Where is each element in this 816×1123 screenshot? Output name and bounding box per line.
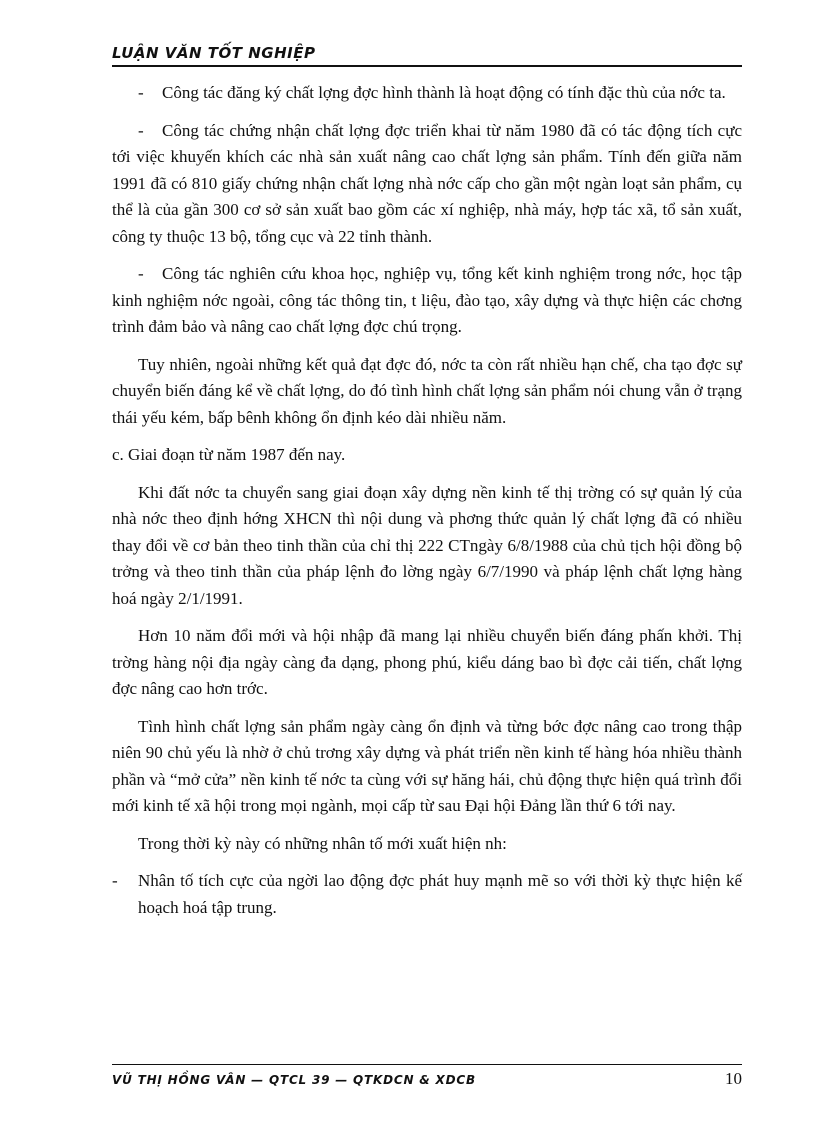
bullet-dash: - [138,264,144,283]
bullet-dash: - [138,83,144,102]
footer-author: VŨ THỊ HỒNG VÂN — QTCL 39 — QTKDCN & XDCB [112,1073,476,1087]
page-header [112,44,742,67]
paragraph: Khi đất nớc ta chuyển sang giai đoạn xây dựng nền kinh tế thị trờng có sự quản lý của nhà nớc theo định hớng XHCN thì nội dung và phơng thức quản lý chất lợng đã có nhiều thay đổi về cơ bản theo tinh thần của chỉ thị 222 CTngày 6/8/1988 của chủ tịch hội đồng bộ trởng và theo tinh thần của pháp lệnh đo lờng ngày 6/7/1990 và pháp lệnh chất lợng hàng hoá ngày 2/1/1991. [112,482,742,608]
bullet-item [112,868,742,921]
bullet-text: Công tác chứng nhận chất lợng đợc triển khai từ năm 1980 đã có tác động tích cực tới việc khuyến khích các nhà sản xuất nâng cao chất lợng sản phẩm. Tính đến giữa năm 1991 đã có 810 giấy chứng nhận chất lợng nhà nớc cấp cho gần một ngàn loạt sản phẩm, cụ thể là của gần 300 cơ sở sản xuất bao gồm các xí nghiệp, nhà máy, hợp tác xã, tổ sản xuất, công ty thuộc 13 bộ, tổng cục và 22 tỉnh thành. [112,120,742,246]
paragraph: Hơn 10 năm đổi mới và hội nhập đã mang lại nhiều chuyển biến đáng phấn khởi. Thị trờng hàng nội địa ngày càng đa dạng, phong phú, kiểu dáng bao bì đợc cải tiến, chất lợng đợc nâng cao hơn trớc. [112,626,742,698]
bullet-item [112,118,742,251]
bullet-item [112,261,742,341]
section-heading: c. Giai đoạn từ năm 1987 đến nay. [112,445,346,464]
bullet-dash: - [138,120,144,140]
bullet-text: Nhân tố tích cực của ngời lao động đợc phát huy mạnh mẽ so với thời kỳ thực hiện kế hoạch hoá tập trung. [138,871,742,917]
bullet-item [112,80,742,107]
paragraph: Tuy nhiên, ngoài những kết quả đạt đợc đó, nớc ta còn rất nhiều hạn chế, cha tạo đợc sự chuyển biến đáng kể về chất lợng, do đó tình hình chất lợng sản phẩm nói chung vẫn ở trạng thái yếu kém, bấp bênh không ổn định kéo dài nhiều năm. [112,354,742,427]
paragraph: Trong thời kỳ này có những nhân tố mới xuất hiện nh: [138,833,507,853]
page-footer [112,1064,742,1089]
bullet-text: Công tác nghiên cứu khoa học, nghiệp vụ, tổng kết kinh nghiệm trong nớc, học tập kinh nghiệm nớc ngoài, công tác thông tin, t liệu, đào tạo, xây dựng và thực hiện các chơng trình đảm bảo và nâng cao chất lợng đợc chú trọng. [112,264,742,336]
page-content [112,80,742,932]
bullet-dash: - [112,871,118,890]
paragraph: Tình hình chất lợng sản phẩm ngày càng ổn định và từng bớc đợc nâng cao trong thập niên 90 chủ yếu là nhờ ở chủ trơng xây dựng và phát triển nền kinh tế hàng hóa nhiều thành phần và “mở cửa” nền kinh tế nớc ta cùng với sự hăng hái, chủ động thực hiện quá trình đổi mới kinh tế xã hội trong mọi ngành, mọi cấp từ sau Đại hội Đảng lần thứ 6 tới nay. [112,716,742,815]
page-number: 10 [725,1069,742,1088]
bullet-text: Công tác đăng ký chất lợng đợc hình thành là hoạt động có tính đặc thù của nớc ta. [162,83,726,102]
header-title: LUẬN VĂN TỐT NGHIỆP [112,44,316,62]
